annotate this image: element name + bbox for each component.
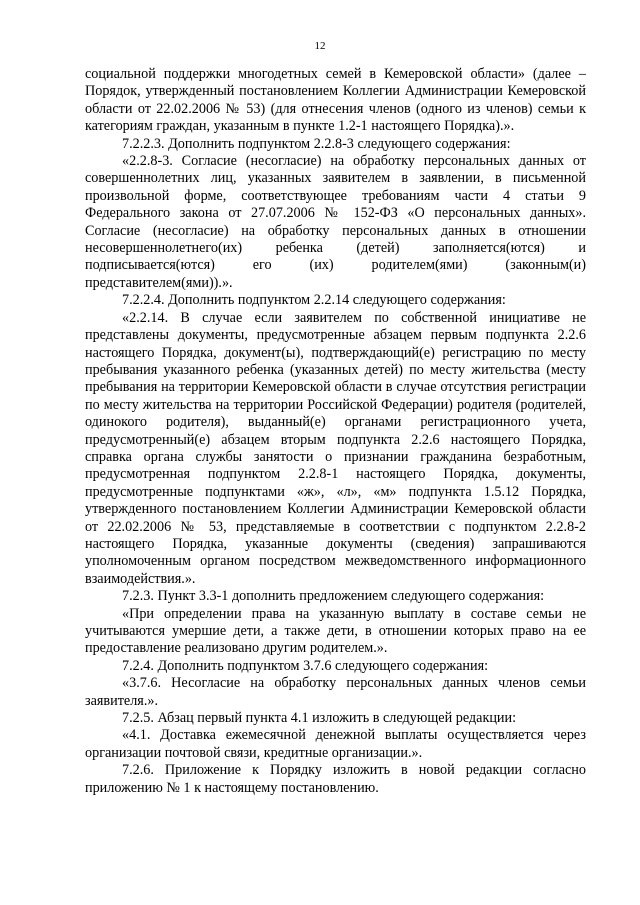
paragraph-7-2-2-4: 7.2.2.4. Дополнить подпунктом 2.2.14 следующего содержания: [122,292,506,309]
paragraph-7-2-5: 7.2.5. Абзац первый пункта 4.1 изложить в следующей редакции: [122,710,517,727]
page-number: 12 [314,40,326,52]
paragraph-4-1: «4.1. Доставка ежемесячной денежной выплаты осуществляется через организации почтовой связи, кредитные организации.». [85,727,586,761]
paragraph-7-2-6: 7.2.6. Приложение к Порядку изложить в новой редакции согласно приложению № 1 к настоящему постановлению. [85,762,586,796]
paragraph-7-2-3: 7.2.3. Пункт 3.3-1 дополнить предложением следующего содержания: [122,588,545,605]
paragraph-7-2-2-3: 7.2.2.3. Дополнить подпунктом 2.2.8-3 следующего содержания: [122,135,511,152]
paragraph-2-2-8-3: «2.2.8-3. Согласие (несогласие) на обработку персональных данных от совершеннолетних лиц, указанных заявителем в заявлении, в письменной произвольной форме, соответствующее требованиям части 4 статьи 9 Федерального закона от 27.07.2006 № 152-ФЗ «О персональных данных». Согласие (несогласие) на обработку персональных данных в отношении несовершеннолетнего(их) ребенка (детей) заполняется(ются) и подписывается(ются) его (их) родителем(ями) (законным(и) представителем(ями)).». [85,153,586,291]
paragraph-3-7-6: «3.7.6. Несогласие на обработку персональных данных членов семьи заявителя.». [85,675,586,709]
paragraph-continuation: социальной поддержки многодетных семей в Кемеровской области» (далее – Порядок, утвержденный постановлением Коллегии Администрации Кемеровской области от 22.02.2006 № 53) (для отнесения членов (одного из членов) семьи к категориям граждан, указанным в пункте 1.2-1 настоящего Порядка).». [85,66,586,135]
paragraph-7-2-4: 7.2.4. Дополнить подпунктом 3.7.6 следующего содержания: [122,657,489,674]
paragraph-2-2-14: «2.2.14. В случае если заявителем по собственной инициативе не представлены документы, предусмотренные абзацем первым подпункта 2.2.6 настоящего Порядка, документ(ы), подтверждающий(е) регистрацию по месту пребывания указанного ребенка (указанных детей) по месту жительства (месту пребывания на территории Кемеровской области в случае отсутствия регистрации по месту жительства на территории Российской Федерации) родителя (родителей, одинокого родителя), выданный(е) органами регистрационного учета, предусмотренный(е) абзацем вторым подпункта 2.2.6 настоящего Порядка, справка органа службы занятости о признании гражданина безработным, предусмотренная подпунктом 2.2.8-1 настоящего Порядка, документы, предусмотренные подпунктами «ж», «л», «м» подпункта 1.5.12 Порядка, утвержденного постановлением Коллегии Администрации Кемеровской области от 22.02.2006 № 53, представляемые в соответствии с подпунктом 2.2.8-2 настоящего Порядка, указанные документы (сведения) запрашиваются уполномоченным органом посредством межведомственного информационного взаимодействия.». [85,309,586,587]
document-body [85,66,586,797]
paragraph-3-3-1-addition: «При определении права на указанную выплату в составе семьи не учитываются умершие дети, а также дети, в отношении которых право на ее предоставление реализовано другим родителем.». [85,605,586,657]
